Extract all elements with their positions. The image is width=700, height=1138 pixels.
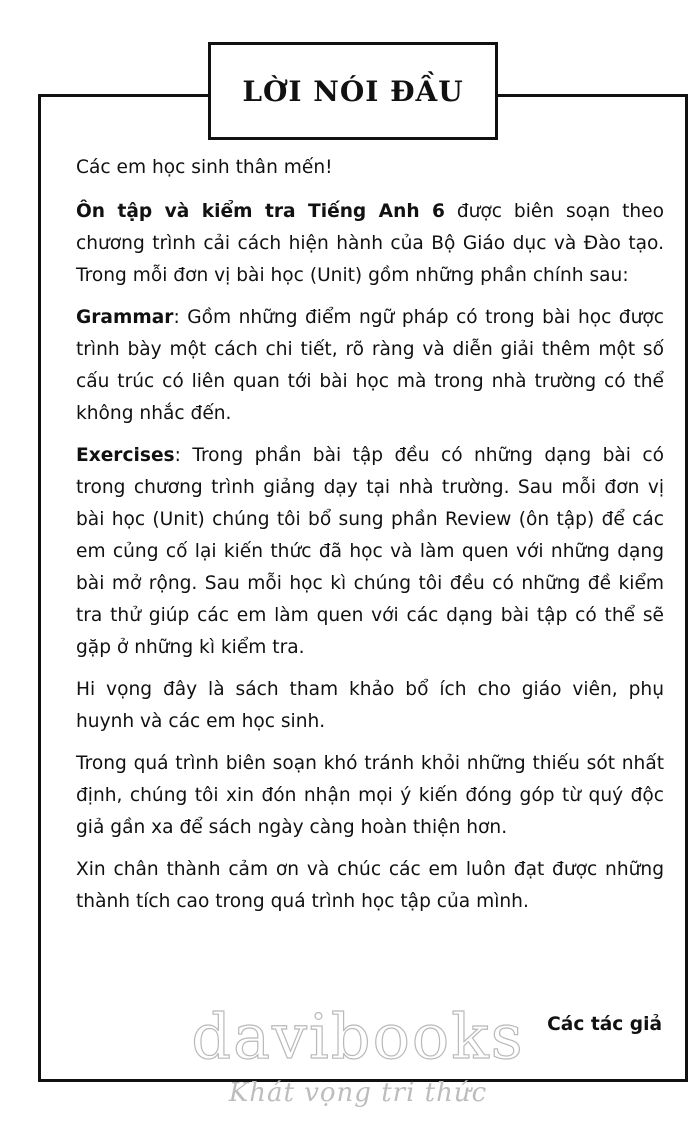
intro-paragraph xyxy=(76,196,664,292)
exercises-text: : Trong phần bài tập đều có những dạng bài có trong chương trình giảng dạy tại nhà trường. Sau mỗi đơn vị bài học (Unit) chúng tôi bổ sung phần Review (ôn tập) để các em củng cố lại kiến thức đã học và làm quen với những dạng bài mở rộng. Sau mỗi học kì chúng tôi đều có những đề kiểm tra thử giúp các em làm quen với các dạng bài tập có thể sẽ gặp ở những kì kiểm tra. xyxy=(76,445,664,658)
grammar-label: Grammar xyxy=(76,307,174,328)
hope-paragraph: Hi vọng đây là sách tham khảo bổ ích cho giáo viên, phụ huynh và các em học sinh. xyxy=(76,679,664,732)
preface-body xyxy=(76,152,664,928)
greeting: Các em học sinh thân mến! xyxy=(76,157,333,178)
grammar-text: : Gồm những điểm ngữ pháp có trong bài học được trình bày một cách chi tiết, rõ ràng và diễn giải thêm một số cấu trúc có liên quan tới bài học mà trong nhà trường có thể không nhắc đến. xyxy=(76,307,664,424)
book-title: Ôn tập và kiểm tra Tiếng Anh 6 xyxy=(76,201,445,222)
watermark-slogan: Khát vọng tri thức xyxy=(228,1078,488,1108)
page-title: LỜI NÓI ĐẦU xyxy=(242,74,464,108)
feedback-paragraph: Trong quá trình biên soạn khó tránh khỏi những thiếu sót nhất định, chúng tôi xin đón nhận mọi ý kiến đóng góp từ quý độc giả gần xa để sách ngày càng hoàn thiện hơn. xyxy=(76,753,664,838)
exercises-label: Exercises xyxy=(76,445,175,466)
watermark-logo: davibooks xyxy=(191,1000,525,1073)
grammar-paragraph xyxy=(76,302,664,430)
intro-text: được biên soạn theo chương trình cải cách hiện hành của Bộ Giáo dục và Đào tạo. Trong mỗi đơn vị bài học (Unit) gồm những phần chính sau: xyxy=(76,201,664,286)
thanks-paragraph: Xin chân thành cảm ơn và chúc các em luôn đạt được những thành tích cao trong quá trình học tập của mình. xyxy=(76,859,664,912)
title-box xyxy=(208,42,498,140)
watermark xyxy=(148,1000,568,1108)
author-signature: Các tác giả xyxy=(547,1014,662,1035)
exercises-paragraph xyxy=(76,440,664,664)
